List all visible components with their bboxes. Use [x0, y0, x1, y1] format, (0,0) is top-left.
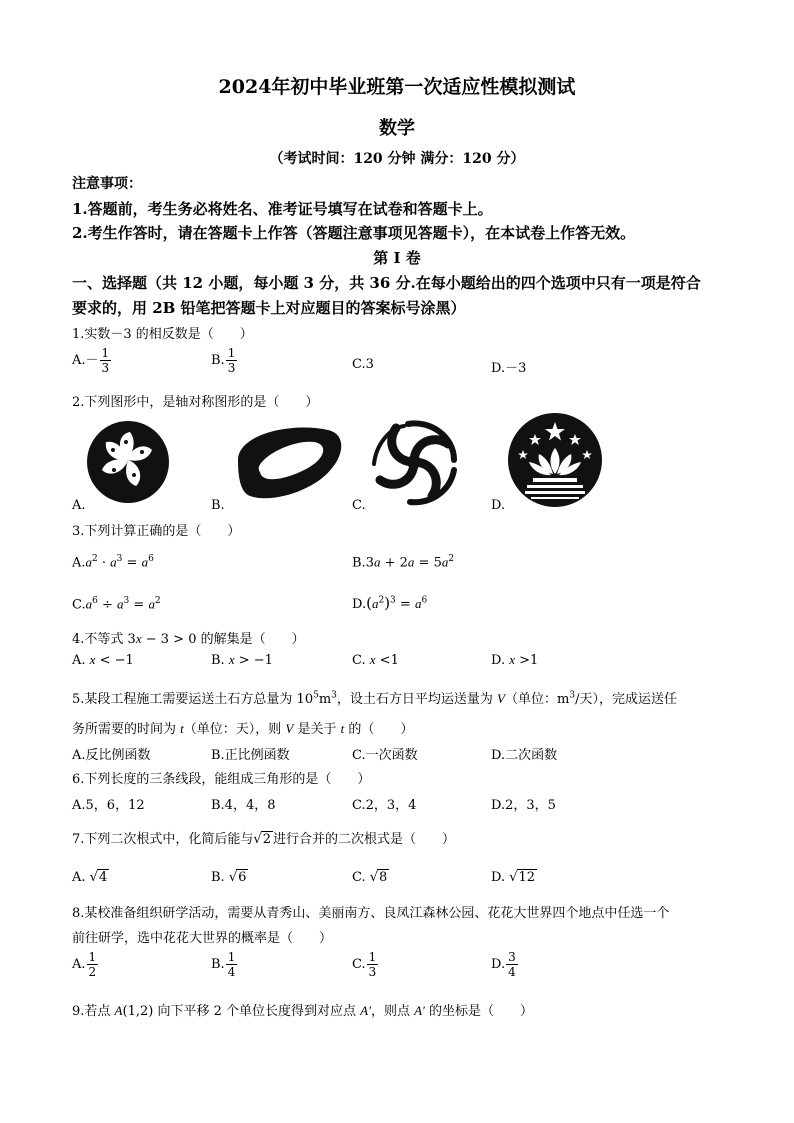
q1-option-c: C.3 — [352, 357, 374, 372]
notice-line-2: 2.考生作答时，请在答题卡上作答（答题注意事项见答题卡），在本试卷上作答无效。 — [72, 224, 636, 242]
q4-option-d: D. x >1 — [491, 652, 539, 668]
q1-b-fraction — [226, 346, 238, 375]
time-info: （考试时间：120 分钟 满分：120 分） — [269, 151, 525, 167]
q5-stem-line-2: 务所需要的时间为 t（单位：天），则 V 是关于 t 的（ ） — [72, 721, 414, 737]
q8-a-num: 1 — [88, 950, 97, 964]
q4-c-label: C. — [352, 653, 366, 668]
q3-a-label: A. — [72, 555, 86, 571]
q8-a-fraction — [87, 950, 99, 979]
q9-a: 9.若点 — [72, 1004, 115, 1019]
subject-title: 数学 — [379, 118, 415, 139]
q2-option-d: D. — [491, 498, 506, 513]
notice-line-1: 1.答题前，考生务必将姓名、准考证号填写在试卷和答题卡上。 — [72, 200, 493, 218]
q6-option-a: A.5，6，12 — [72, 798, 145, 813]
q7-stem-post: 进行合并的二次根式是（ ） — [272, 832, 455, 847]
q7-stem-pre: 7.下列二次根式中，化简后能与 — [72, 832, 254, 847]
q6-stem: 6.下列长度的三条线段，能组成三角形的是（ ） — [72, 772, 371, 787]
q4-d-label: D. — [491, 653, 506, 668]
q1-b-num: 1 — [227, 346, 236, 360]
q8-stem-line-1: 8.某校准备组织研学活动，需要从青秀山、美丽南方、良凤江森林公园、花花大世界四个地点中任选一个 — [72, 906, 670, 921]
q4-option-b: B. x > −1 — [211, 652, 273, 668]
q3-option-b: $B.3a + 2a = 5a^2$ — [352, 554, 455, 571]
q7-d-radicand: 12 — [518, 870, 536, 885]
swirl-emblem — [368, 416, 460, 508]
q1-a-fraction — [100, 346, 112, 375]
q8-option-b — [211, 950, 238, 979]
q3-stem: 3.下列计算正确的是（ ） — [72, 524, 241, 539]
q3-c-label: C. — [72, 597, 86, 613]
q8-d-fraction — [506, 950, 518, 979]
q4-option-c: C. x <1 — [352, 652, 399, 668]
q9-d: 的坐标是（ ） — [424, 1004, 534, 1019]
q5-option-d: D.二次函数 — [491, 748, 558, 763]
q9-stem: 9.若点 A(1,2) 向下平移 2 个单位长度得到对应点 A′，则点 A′ 的坐标是（ ） — [72, 1003, 534, 1019]
q9-c: ，则点 — [370, 1004, 415, 1019]
q3-option-a: $A.a^2 \cdot a^3 = a^6$ — [72, 554, 154, 571]
q3-option-c: $C.a^6 \div a^3 = a^2$ — [72, 596, 161, 613]
q1-stem: 1.实数－3 的相反数是（ ） — [72, 327, 253, 342]
q8-b-num: 1 — [227, 950, 236, 964]
q7-option-c: C. √8 — [352, 870, 388, 885]
q5-option-c: C.一次函数 — [352, 748, 418, 763]
q2-stem: 2.下列图形中，是轴对称图形的是（ ） — [72, 395, 319, 410]
q4-a-label: A. — [72, 653, 86, 668]
q7-c-label: C. — [352, 870, 366, 885]
q3-b-label: B. — [352, 555, 366, 571]
ring-emblem — [232, 420, 344, 506]
q7-b-radicand: 6 — [238, 870, 247, 885]
q8-c-label: C. — [352, 957, 366, 972]
q4-stem-pre: 4.不等式 — [72, 632, 128, 647]
macau-lotus-emblem — [507, 412, 603, 508]
q1-b-den: 3 — [227, 361, 236, 375]
q8-a-label: A. — [72, 957, 86, 972]
q1-a-den: 3 — [101, 361, 110, 375]
q8-stem-line-2: 前往研学，选中花花大世界的概率是（ ） — [72, 931, 333, 946]
q7-d-label: D. — [491, 870, 506, 885]
q1-a-num: 1 — [101, 346, 110, 360]
q6-option-c: C.2，3，4 — [352, 798, 417, 813]
q5-l1a: 5.某段工程施工需要运送土石方总量为 — [72, 692, 297, 707]
q2-option-c: C. — [352, 498, 366, 513]
q8-b-den: 4 — [227, 965, 236, 979]
q1-a-prefix: A.－ — [72, 353, 99, 368]
q5-option-b: B.正比例函数 — [211, 748, 290, 763]
q8-option-a — [72, 950, 99, 979]
q1-b-prefix: B. — [211, 353, 225, 368]
q3-option-d: $D.(a^2)^3 = a^6$ — [352, 594, 428, 612]
q5-l1b: ，设土石方日平均运送量为 — [336, 692, 498, 707]
q8-b-fraction — [226, 950, 238, 979]
q7-stem-radicand: 2 — [262, 832, 271, 847]
q8-b-label: B. — [211, 957, 225, 972]
q5-l1d: /天），完成运送任 — [575, 692, 677, 707]
q5-l2b: （单位：天），则 — [183, 722, 286, 737]
q8-d-den: 4 — [508, 965, 516, 979]
section-instruction-1: 一、选择题（共 12 小题，每小题 3 分，共 36 分.在每小题给出的四个选项中只有一项是符合 — [72, 274, 701, 292]
q7-option-b: B. √6 — [211, 870, 247, 885]
exam-title: 2024年初中毕业班第一次适应性模拟测试 — [218, 76, 576, 98]
q4-stem: 4.不等式 3x − 3 > 0 的解集是（ ） — [72, 631, 305, 647]
q8-option-c — [352, 950, 379, 979]
q5-l2c: 是关于 — [293, 722, 341, 737]
q7-a-label: A. — [72, 870, 86, 885]
q2-option-b: B. — [211, 498, 225, 513]
q7-a-radicand: 4 — [98, 870, 108, 885]
q5-l2a: 务所需要的时间为 — [72, 722, 181, 737]
q5-stem-line-1: 5.某段工程施工需要运送土石方总量为 $10^5m^3$，设土石方日平均运送量为 V（单位：$m^3/$天），完成运送任 — [72, 690, 677, 707]
q8-d-label: D. — [491, 957, 506, 972]
q2-option-a: A. — [72, 498, 86, 513]
q5-option-a: A.反比例函数 — [72, 748, 151, 763]
q7-stem: 7.下列二次根式中，化简后能与√2 进行合并的二次根式是（ ） — [72, 832, 455, 847]
q7-option-d: D. √12 — [491, 870, 536, 885]
q8-a-den: 2 — [88, 965, 97, 979]
q9-b: 向下平移 2 个单位长度得到对应点 — [153, 1004, 361, 1019]
q4-option-a: A. x < −1 — [72, 652, 134, 668]
q6-option-d: D.2，3，5 — [491, 798, 556, 813]
q1-option-b — [211, 346, 238, 375]
q3-d-label: D. — [352, 597, 367, 612]
q5-l1c: （单位： — [504, 692, 557, 707]
q8-c-num: 1 — [368, 950, 377, 964]
q6-option-b: B.4，4，8 — [211, 798, 276, 813]
q7-b-label: B. — [211, 870, 225, 885]
q8-c-fraction — [367, 950, 379, 979]
q5-l2d: 的（ ） — [344, 722, 414, 737]
q8-c-den: 3 — [368, 965, 377, 979]
q7-c-radicand: 8 — [379, 870, 388, 885]
q8-d-num: 3 — [508, 950, 516, 964]
q4-b-label: B. — [211, 653, 225, 668]
q1-option-a — [72, 346, 112, 375]
q7-option-a: A. √4 — [72, 870, 108, 885]
section-instruction-2: 要求的，用 2B 铅笔把答题卡上对应题目的答案标号涂黑） — [72, 299, 466, 317]
q1-option-d: D.－3 — [491, 361, 527, 376]
q4-stem-post: 的解集是（ ） — [196, 632, 305, 647]
q8-option-d — [491, 950, 519, 979]
notice-heading: 注意事项： — [72, 176, 142, 192]
section-label: 第 I 卷 — [373, 249, 421, 267]
hong-kong-bauhinia-emblem — [86, 420, 170, 504]
